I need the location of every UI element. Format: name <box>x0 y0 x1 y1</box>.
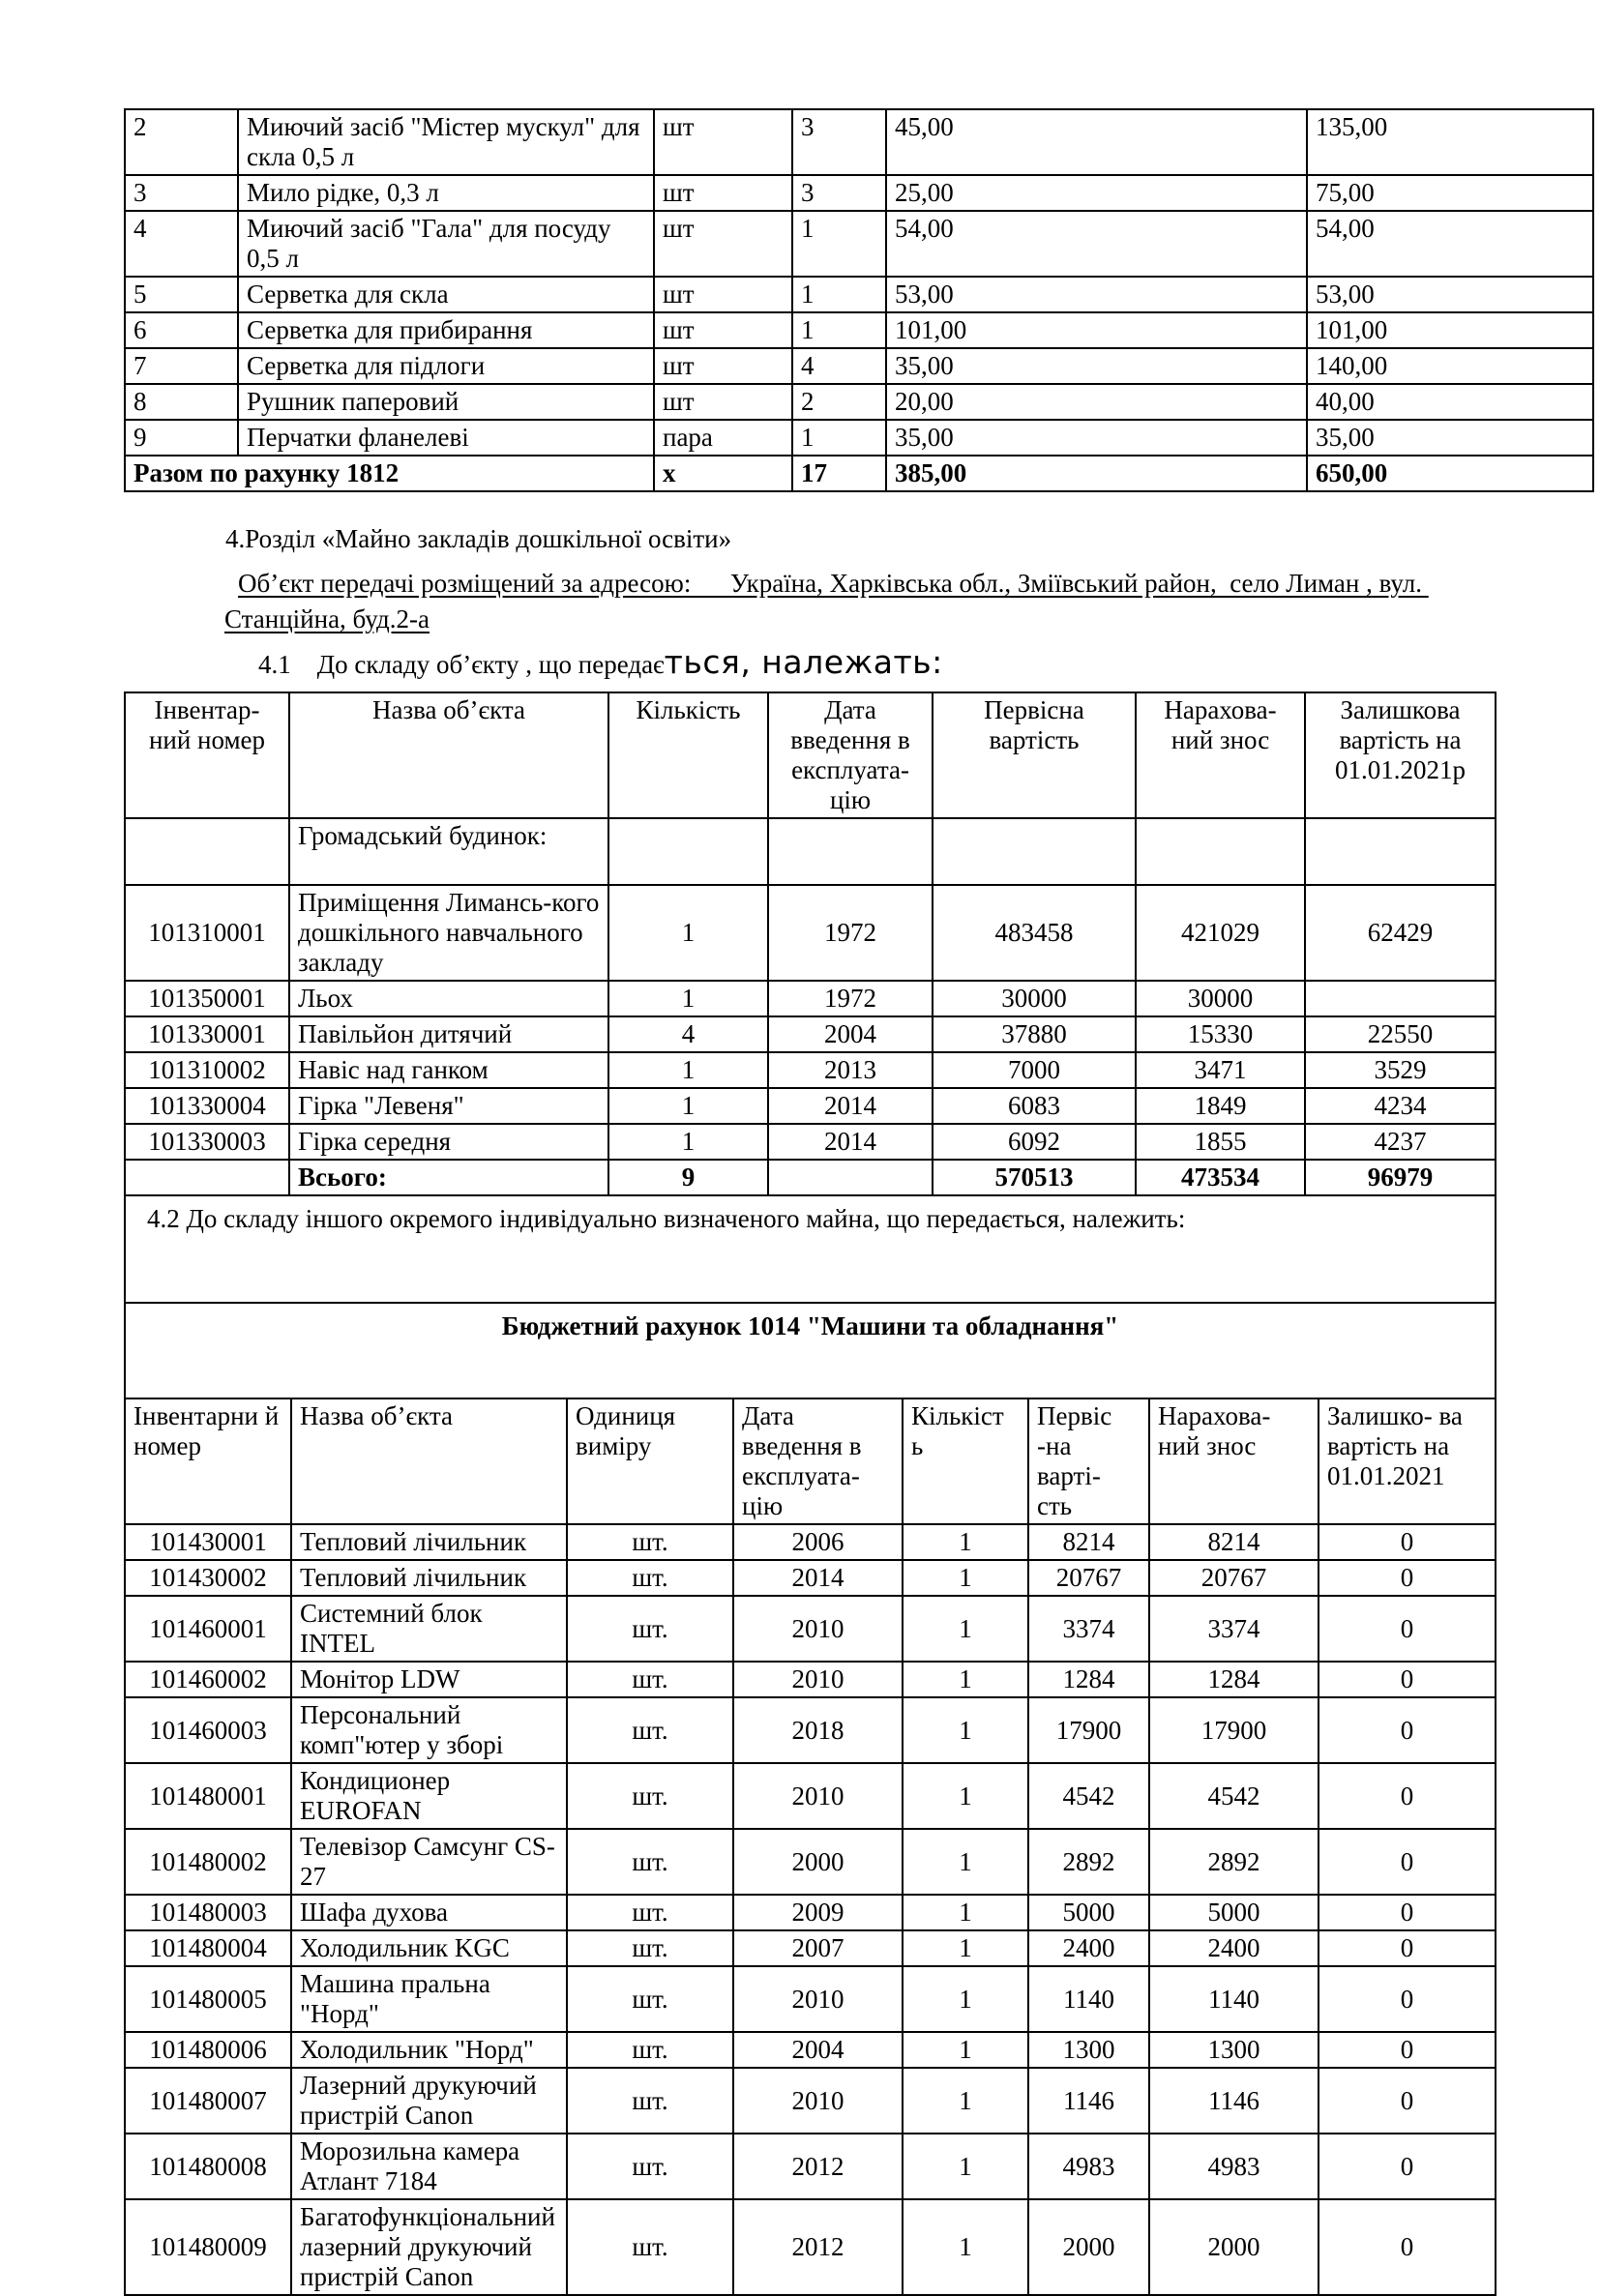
table-cell: 101480008 <box>125 2134 291 2199</box>
table-cell: 0 <box>1319 1829 1496 1895</box>
table-cell: 75,00 <box>1307 175 1593 211</box>
table-cell: 140,00 <box>1307 348 1593 384</box>
table-cell: 2004 <box>733 2032 903 2068</box>
table-cell: 2004 <box>768 1016 933 1052</box>
column-header: Первісна вартість <box>933 692 1136 818</box>
table-cell: 25,00 <box>886 175 1307 211</box>
table-cell: 1 <box>903 2068 1028 2134</box>
table-cell: Шафа духова <box>291 1895 567 1930</box>
table-cell: 1 <box>903 2199 1028 2295</box>
table-cell: Морозильна камера Атлант 7184 <box>291 2134 567 2199</box>
supplies-table-body <box>125 109 1593 456</box>
supplies-table <box>124 108 1594 492</box>
table-cell: Лазерний друкуючий пристрій Canon <box>291 2068 567 2134</box>
table-cell: шт <box>654 109 792 175</box>
clause-4-2-row <box>125 1195 1496 1303</box>
column-header: Кількіст ь <box>903 1398 1028 1524</box>
table-cell: 0 <box>1319 1966 1496 2032</box>
supplies-total-qty: 17 <box>792 456 886 491</box>
table-cell: шт. <box>567 1697 733 1763</box>
address-line-2-text: Станційна, буд.2-а <box>224 604 430 633</box>
table-cell: 101310002 <box>125 1052 289 1088</box>
table-cell: 3471 <box>1136 1052 1305 1088</box>
table-cell: 6092 <box>933 1124 1136 1160</box>
table-cell: 3374 <box>1028 1596 1149 1662</box>
table-cell: шт. <box>567 2068 733 2134</box>
table-row <box>125 2134 1496 2199</box>
table-cell: 1 <box>903 2032 1028 2068</box>
table-cell: Серветка для скла <box>238 277 654 312</box>
column-header: Кількість <box>608 692 768 818</box>
table-cell: 101480002 <box>125 1829 291 1895</box>
table-cell: 1140 <box>1028 1966 1149 2032</box>
budget-heading-row <box>125 1303 1496 1398</box>
table-cell: 37880 <box>933 1016 1136 1052</box>
table-cell: 2010 <box>733 1966 903 2032</box>
table-cell: Павільйон дитячий <box>289 1016 608 1052</box>
table-cell: Гірка середня <box>289 1124 608 1160</box>
table-cell: 4542 <box>1028 1763 1149 1829</box>
table-cell: 8214 <box>1149 1524 1319 1560</box>
table-cell: 1 <box>903 1596 1028 1662</box>
table-cell: 0 <box>1319 2068 1496 2134</box>
table-cell <box>933 818 1136 885</box>
table-cell: 0 <box>1319 2032 1496 2068</box>
table-cell: 30000 <box>933 981 1136 1016</box>
table-row <box>125 1124 1496 1160</box>
table-row <box>125 981 1496 1016</box>
table-cell: 2892 <box>1028 1829 1149 1895</box>
table-cell: 2012 <box>733 2199 903 2295</box>
table-cell: Рушник паперовий <box>238 384 654 420</box>
table-row <box>125 420 1593 456</box>
table-cell: 20767 <box>1028 1560 1149 1596</box>
table-cell: 1284 <box>1149 1662 1319 1697</box>
table-cell: шт. <box>567 2199 733 2295</box>
table-cell: 0 <box>1319 1697 1496 1763</box>
section-4-heading: 4.Розділ «Майно закладів дошкільної освіти» <box>225 524 732 553</box>
table-cell: 1 <box>903 1895 1028 1930</box>
property-total-qty: 9 <box>608 1160 768 1195</box>
table-row <box>125 1524 1496 1560</box>
table-cell: 101,00 <box>886 312 1307 348</box>
clause-4-1 <box>124 643 1592 684</box>
table-cell: 1 <box>903 1829 1028 1895</box>
table-cell: 2892 <box>1149 1829 1319 1895</box>
table-row <box>125 1596 1496 1662</box>
column-header: Інвентарни й номер <box>125 1398 291 1524</box>
property-total-depreciation: 473534 <box>1136 1160 1305 1195</box>
table-cell: Навіс над ганком <box>289 1052 608 1088</box>
table-cell: шт <box>654 312 792 348</box>
table-cell: 3 <box>792 175 886 211</box>
table-cell: 2400 <box>1028 1930 1149 1966</box>
table-cell: Багатофункціональний лазерний друкуючий пристрій Canon <box>291 2199 567 2295</box>
table-cell: 7000 <box>933 1052 1136 1088</box>
table-cell: 2013 <box>768 1052 933 1088</box>
table-cell: шт <box>654 211 792 277</box>
table-cell: 1140 <box>1149 1966 1319 2032</box>
table-cell: 1 <box>792 420 886 456</box>
table-row <box>125 211 1593 277</box>
table-cell: 5000 <box>1149 1895 1319 1930</box>
supplies-total-label: Разом по рахунку 1812 <box>125 456 654 491</box>
address-line-2 <box>224 602 1592 637</box>
table-row <box>125 1930 1496 1966</box>
table-cell: 2014 <box>733 1560 903 1596</box>
table-row <box>125 1829 1496 1895</box>
table-cell: шт. <box>567 1524 733 1560</box>
table-cell: 3529 <box>1305 1052 1496 1088</box>
table-cell: 101310001 <box>125 885 289 981</box>
supplies-total-row <box>125 456 1593 491</box>
table-cell: 5000 <box>1028 1895 1149 1930</box>
table-cell <box>125 818 289 885</box>
table-cell: 2400 <box>1149 1930 1319 1966</box>
table-cell: Телевізор Самсунг CS-27 <box>291 1829 567 1895</box>
property-table-head <box>125 692 1496 818</box>
equipment-table-head <box>125 1398 1496 1524</box>
table-cell: 4237 <box>1305 1124 1496 1160</box>
table-row <box>125 348 1593 384</box>
table-cell: 1972 <box>768 981 933 1016</box>
table-cell: 101330003 <box>125 1124 289 1160</box>
table-cell: шт <box>654 384 792 420</box>
clause-4-1-serif-part: 4.1 До складу об’єкту , що передає <box>258 650 665 679</box>
table-cell: 2006 <box>733 1524 903 1560</box>
table-cell: 0 <box>1319 2134 1496 2199</box>
supplies-total-price: 385,00 <box>886 456 1307 491</box>
table-cell: 53,00 <box>1307 277 1593 312</box>
table-cell: 7 <box>125 348 238 384</box>
table-cell: 20,00 <box>886 384 1307 420</box>
table-cell: 101480005 <box>125 1966 291 2032</box>
table-row <box>125 1016 1496 1052</box>
address-block <box>124 566 1592 637</box>
table-cell: 101460002 <box>125 1662 291 1697</box>
table-cell: 17900 <box>1149 1697 1319 1763</box>
property-total-label: Всього: <box>289 1160 608 1195</box>
table-cell: Мило рідке, 0,3 л <box>238 175 654 211</box>
table-cell: 6083 <box>933 1088 1136 1124</box>
table-cell: 0 <box>1319 1930 1496 1966</box>
supplies-total-unit: x <box>654 456 792 491</box>
table-cell: 2000 <box>1149 2199 1319 2295</box>
document-content <box>124 108 1592 2296</box>
table-cell: 2 <box>792 384 886 420</box>
table-cell: 35,00 <box>886 348 1307 384</box>
table-row <box>125 2068 1496 2134</box>
table-cell: 101,00 <box>1307 312 1593 348</box>
table-cell: 0 <box>1319 1895 1496 1930</box>
table-cell: 101480004 <box>125 1930 291 1966</box>
table-cell: шт. <box>567 1895 733 1930</box>
table-cell: 9 <box>125 420 238 456</box>
column-header: Залишко- ва вартість на 01.01.2021 <box>1319 1398 1496 1524</box>
table-cell: 4 <box>792 348 886 384</box>
column-header: Нарахова-ний знос <box>1149 1398 1319 1524</box>
table-cell: 1 <box>608 1088 768 1124</box>
property-total-initial: 570513 <box>933 1160 1136 1195</box>
table-cell: пара <box>654 420 792 456</box>
table-cell: 3374 <box>1149 1596 1319 1662</box>
table-cell: Миючий засіб "Гала" для посуду 0,5 л <box>238 211 654 277</box>
table-cell: 40,00 <box>1307 384 1593 420</box>
table-row <box>125 1052 1496 1088</box>
property-group-row <box>125 818 1496 885</box>
table-cell: 20767 <box>1149 1560 1319 1596</box>
column-header: Залишкова вартість на 01.01.2021р <box>1305 692 1496 818</box>
column-header: Дата введення в експлуата-цію <box>768 692 933 818</box>
table-cell: 135,00 <box>1307 109 1593 175</box>
table-cell: 2010 <box>733 1763 903 1829</box>
table-cell: 45,00 <box>886 109 1307 175</box>
table-cell: 1 <box>903 1524 1028 1560</box>
table-cell: Миючий засіб "Містер мускул" для скла 0,5 л <box>238 109 654 175</box>
table-row <box>125 1763 1496 1829</box>
table-cell: шт. <box>567 2032 733 2068</box>
table-cell: 2010 <box>733 2068 903 2134</box>
table-cell: 3 <box>792 109 886 175</box>
table-cell: 5 <box>125 277 238 312</box>
column-header: Нарахова-ний знос <box>1136 692 1305 818</box>
table-cell: Системний блок INTEL <box>291 1596 567 1662</box>
equipment-table-body <box>125 1524 1496 2295</box>
column-header: Дата введення в експлуата-цію <box>733 1398 903 1524</box>
table-cell: Гірка "Левеня" <box>289 1088 608 1124</box>
table-cell: шт. <box>567 1966 733 2032</box>
table-cell: 6 <box>125 312 238 348</box>
table-row <box>125 1697 1496 1763</box>
table-cell: 0 <box>1319 1763 1496 1829</box>
table-cell: 1300 <box>1149 2032 1319 2068</box>
table-cell: 1146 <box>1028 2068 1149 2134</box>
table-cell: 54,00 <box>886 211 1307 277</box>
table-cell: Льох <box>289 981 608 1016</box>
table-cell: 101430001 <box>125 1524 291 1560</box>
table-cell: 54,00 <box>1307 211 1593 277</box>
table-cell: 1 <box>792 211 886 277</box>
table-cell: 2 <box>125 109 238 175</box>
table-row <box>125 1895 1496 1930</box>
table-cell: 101460003 <box>125 1697 291 1763</box>
table-row <box>125 1662 1496 1697</box>
property-total-residual: 96979 <box>1305 1160 1496 1195</box>
address-line-1 <box>224 566 1592 602</box>
table-cell: 1 <box>608 885 768 981</box>
equipment-table <box>124 1398 1496 2296</box>
table-cell: 2012 <box>733 2134 903 2199</box>
table-cell: Серветка для прибирання <box>238 312 654 348</box>
table-cell: 2010 <box>733 1596 903 1662</box>
table-cell: Машина пральна "Норд" <box>291 1966 567 2032</box>
table-cell <box>125 1160 289 1195</box>
address-line-1-text: Об’єкт передачі розміщений за адресою: Україна, Харківська обл., Зміївський район, село Лиман , вул. <box>238 569 1429 598</box>
table-row <box>125 2199 1496 2295</box>
table-cell: 3 <box>125 175 238 211</box>
table-cell: 8214 <box>1028 1524 1149 1560</box>
table-cell: 1 <box>903 1560 1028 1596</box>
table-cell: 22550 <box>1305 1016 1496 1052</box>
table-cell: Приміщення Лимансь-кого дошкільного навчального закладу <box>289 885 608 981</box>
table-cell: шт <box>654 348 792 384</box>
table-cell: Тепловий лічильник <box>291 1524 567 1560</box>
table-cell: 101480006 <box>125 2032 291 2068</box>
table-cell: 2018 <box>733 1697 903 1763</box>
table-cell: 101330001 <box>125 1016 289 1052</box>
table-cell: 15330 <box>1136 1016 1305 1052</box>
table-cell: 0 <box>1319 1596 1496 1662</box>
supplies-table-footer <box>125 456 1593 491</box>
table-cell: 101330004 <box>125 1088 289 1124</box>
table-row <box>125 1088 1496 1124</box>
table-cell: 1849 <box>1136 1088 1305 1124</box>
table-cell: 101480007 <box>125 2068 291 2134</box>
table-cell: 0 <box>1319 1524 1496 1560</box>
property-table <box>124 692 1496 1399</box>
table-row <box>125 885 1496 981</box>
table-cell: Перчатки фланелеві <box>238 420 654 456</box>
table-row <box>125 277 1593 312</box>
table-cell: Кондиционер EUROFAN <box>291 1763 567 1829</box>
column-header: Інвентар-ний номер <box>125 692 289 818</box>
column-header: Назва об’єкта <box>291 1398 567 1524</box>
table-cell: Холодильник "Норд" <box>291 2032 567 2068</box>
table-cell: 53,00 <box>886 277 1307 312</box>
property-table-footer <box>125 1160 1496 1398</box>
table-cell: 101480001 <box>125 1763 291 1829</box>
table-cell <box>608 818 768 885</box>
table-cell: 2007 <box>733 1930 903 1966</box>
supplies-total-sum: 650,00 <box>1307 456 1593 491</box>
table-cell: 1855 <box>1136 1124 1305 1160</box>
table-cell: Персональний комп"ютер у зборі <box>291 1697 567 1763</box>
table-cell: 421029 <box>1136 885 1305 981</box>
table-cell: 4 <box>125 211 238 277</box>
table-cell: 35,00 <box>886 420 1307 456</box>
column-header: Первіс -на варті- сть <box>1028 1398 1149 1524</box>
table-cell: 1 <box>903 1662 1028 1697</box>
table-cell: шт. <box>567 1662 733 1697</box>
table-cell: 17900 <box>1028 1697 1149 1763</box>
table-row <box>125 109 1593 175</box>
table-cell: Холодильник KGC <box>291 1930 567 1966</box>
table-cell <box>1305 981 1496 1016</box>
table-cell: 101480009 <box>125 2199 291 2295</box>
table-cell: 1 <box>608 1052 768 1088</box>
table-cell: 1284 <box>1028 1662 1149 1697</box>
table-cell: 2000 <box>1028 2199 1149 2295</box>
property-group-section <box>125 818 1496 885</box>
table-row <box>125 2032 1496 2068</box>
table-cell: Монітор LDW <box>291 1662 567 1697</box>
table-cell: 2000 <box>733 1829 903 1895</box>
table-cell <box>1136 818 1305 885</box>
table-cell: 62429 <box>1305 885 1496 981</box>
table-cell <box>1305 818 1496 885</box>
table-cell: Серветка для підлоги <box>238 348 654 384</box>
table-cell: 1 <box>903 1697 1028 1763</box>
table-cell: 0 <box>1319 2199 1496 2295</box>
table-cell: 1 <box>792 277 886 312</box>
table-cell: 1 <box>608 981 768 1016</box>
table-cell: 1 <box>792 312 886 348</box>
table-cell: Тепловий лічильник <box>291 1560 567 1596</box>
table-cell: 30000 <box>1136 981 1305 1016</box>
table-row <box>125 175 1593 211</box>
table-cell: 4983 <box>1149 2134 1319 2199</box>
table-cell: 2009 <box>733 1895 903 1930</box>
table-cell: 1 <box>608 1124 768 1160</box>
table-row <box>125 384 1593 420</box>
table-cell: шт <box>654 277 792 312</box>
table-cell: 1 <box>903 2134 1028 2199</box>
table-cell: шт. <box>567 1560 733 1596</box>
property-total-row <box>125 1160 1496 1195</box>
column-header: Назва об’єкта <box>289 692 608 818</box>
table-cell <box>768 1160 933 1195</box>
table-cell: шт. <box>567 1596 733 1662</box>
table-cell: 1300 <box>1028 2032 1149 2068</box>
table-cell: 4234 <box>1305 1088 1496 1124</box>
table-cell: 101350001 <box>125 981 289 1016</box>
table-cell: 4983 <box>1028 2134 1149 2199</box>
table-cell: 1 <box>903 1966 1028 2032</box>
table-cell: 1 <box>903 1930 1028 1966</box>
column-header: Одиниця виміру <box>567 1398 733 1524</box>
table-row <box>125 312 1593 348</box>
table-cell: 1146 <box>1149 2068 1319 2134</box>
table-cell: 483458 <box>933 885 1136 981</box>
property-table-body <box>125 885 1496 1160</box>
table-cell: 4 <box>608 1016 768 1052</box>
table-cell: 101480003 <box>125 1895 291 1930</box>
table-cell: 101430002 <box>125 1560 291 1596</box>
property-header-row <box>125 692 1496 818</box>
table-cell: 1 <box>903 1763 1028 1829</box>
table-cell: 1972 <box>768 885 933 981</box>
table-row <box>125 1966 1496 2032</box>
property-group-label: Громадський будинок: <box>289 818 608 885</box>
clause-4-1-sans-part: ться, належать: <box>664 643 943 681</box>
table-cell: шт. <box>567 1930 733 1966</box>
table-cell: 4542 <box>1149 1763 1319 1829</box>
table-cell: 35,00 <box>1307 420 1593 456</box>
table-cell: 0 <box>1319 1560 1496 1596</box>
budget-account-heading: Бюджетний рахунок 1014 "Машини та обладнання" <box>125 1303 1496 1398</box>
table-cell: шт. <box>567 1829 733 1895</box>
table-cell: шт <box>654 175 792 211</box>
table-cell: 0 <box>1319 1662 1496 1697</box>
clause-4-2-text: 4.2 До складу іншого окремого індивідуально визначеного майна, що передається, належить: <box>125 1195 1496 1303</box>
table-cell: 101460001 <box>125 1596 291 1662</box>
equipment-header-row <box>125 1398 1496 1524</box>
table-cell: 8 <box>125 384 238 420</box>
table-cell: шт. <box>567 1763 733 1829</box>
table-cell: 2014 <box>768 1088 933 1124</box>
table-row <box>125 1560 1496 1596</box>
table-cell: 2010 <box>733 1662 903 1697</box>
table-cell: шт. <box>567 2134 733 2199</box>
table-cell: 2014 <box>768 1124 933 1160</box>
table-cell <box>768 818 933 885</box>
